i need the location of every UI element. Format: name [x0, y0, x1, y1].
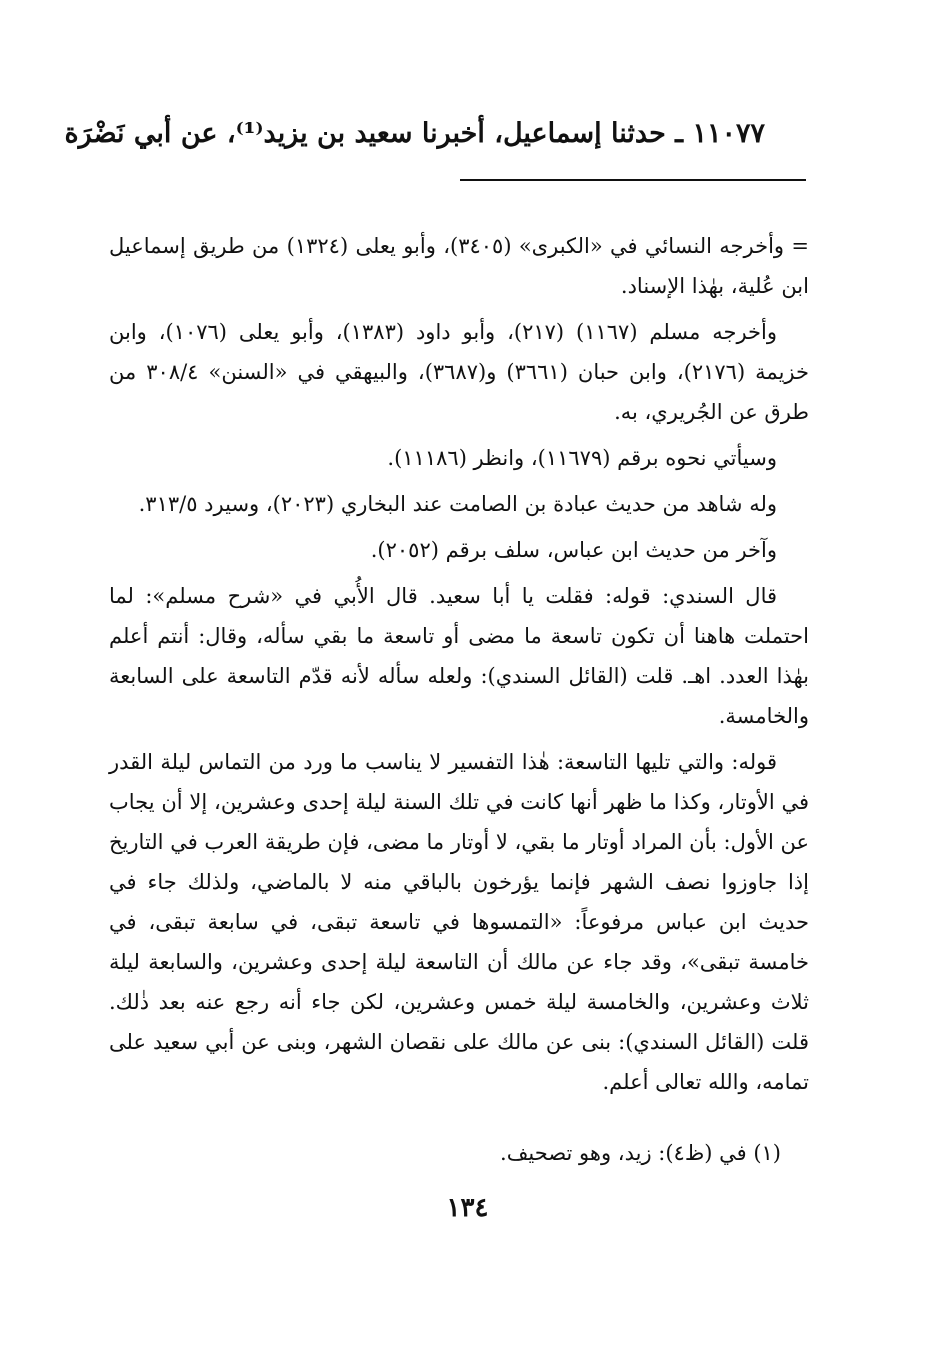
note-paragraph: = وأخرجه النسائي في «الكبرى» (٣٤٠٥)، وأبو يعلى (١٣٢٤) من طريق إسماعيل ابن عُلية، بهٰذا الإسناد.	[109, 234, 809, 298]
note-paragraph: وأخرجه مسلم (١١٦٧) (٢١٧)، وأبو داود (١٣٨٣)، وأبو يعلى (١٠٧٦)، وابن خزيمة (٢١٧٦)، وابن حبان (٣٦٦١) و(٣٦٨٧)، والبيهقي في «السنن» ٣٠٨/٤ من طرق عن الجُريري، به.	[109, 320, 809, 424]
footnote: (١) في (ظ٤): زيد، وهو تصحيف.	[500, 1141, 781, 1165]
note-paragraph: وله شاهد من حديث عبادة بن الصامت عند البخاري (٢٠٢٣)، وسيرد ٣١٣/٥.	[138, 492, 777, 516]
footnote-separator	[460, 179, 806, 181]
note-paragraph: وسيأتي نحوه برقم (١١٦٧٩)، وانظر (١١١٨٦).	[387, 446, 777, 470]
note-paragraph: قال السندي: قوله: فقلت يا أبا سعيد. قال الأُبي في «شرح مسلم»: لما احتملت هاهنا أن تكون تاسعة ما مضى أو تاسعة ما بقي سأله، وقال: أنتم أعلم بهٰذا العدد. اهـ. قلت (القائل السندي): ولعله سأله لأنه قدّم التاسعة على السابعة والخامسة.	[109, 584, 809, 728]
commentary-block	[109, 226, 809, 1102]
page-number: ١٣٤	[446, 1193, 489, 1223]
note-paragraph: قوله: والتي تليها التاسعة: هٰذا التفسير لا يناسب ما ورد من التماس ليلة القدر في الأوتار، وكذا ما ظهر أنها كانت في تلك السنة ليلة إحدى وعشرين، إلا أن يجاب عن الأول: بأن المراد أوتار ما بقي، لا أوتار ما مضى، فإن طريقة العرب في التاريخ إذا جاوزوا نصف الشهر فإنما يؤرخون بالباقي منه لا بالماضي، ولذلك جاء في حديث ابن عباس مرفوعاً: «التمسوها في تاسعة تبقى، في سابعة تبقى، في خامسة تبقى»، وقد جاء عن مالك أن التاسعة ليلة إحدى وعشرين، والسابعة ليلة ثلاث وعشرين، والخامسة ليلة خمس وعشرين، لكن جاء أنه رجع عنه بعد ذٰلك. قلت (القائل السندي): بنى عن مالك على نقصان الشهر، وبنى عن أبي سعيد على تمامه، والله تعالى أعلم.	[109, 750, 809, 1094]
hadith-header-line: ١١٠٧٧ ـ حدثنا إسماعيل، أخبرنا سعيد بن يزيد⁽¹⁾، عن أبي نَضْرَة	[64, 118, 765, 149]
note-paragraph: وآخر من حديث ابن عباس، سلف برقم (٢٠٥٢).	[370, 538, 777, 562]
